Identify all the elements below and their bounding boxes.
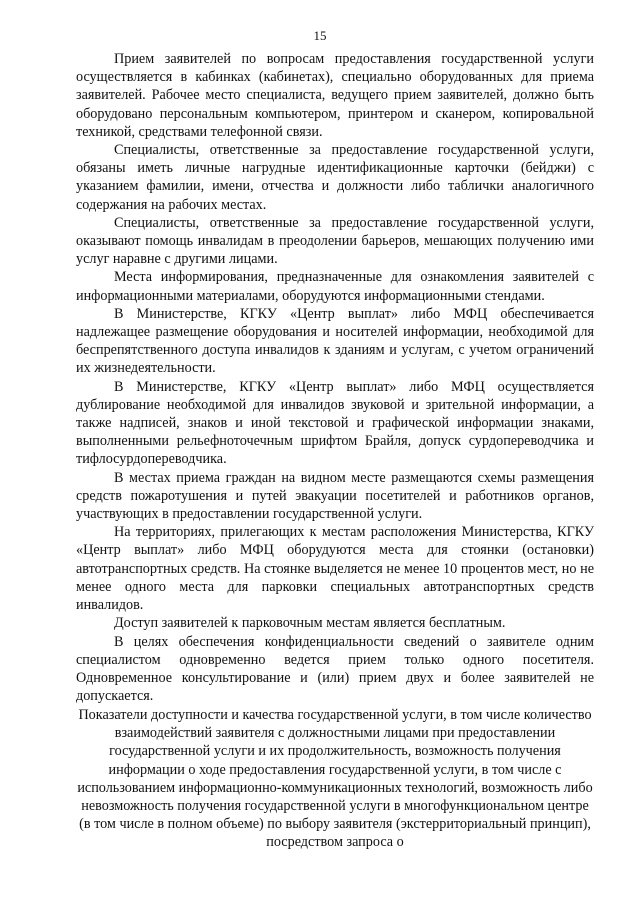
paragraph-reception-booths: Прием заявителей по вопросам предоставления государственной услуги осуществляется в кабинках (кабинетах), специально оборудованных для приема заявителей. Рабочее место специалиста, ведущего прием заявителей, должно быть оборудовано персональным компьютером, принтером и сканером, копировальной техникой, средствами телефонной связи. [76,51,594,140]
page-number: 15 [313,28,327,43]
section-heading: Показатели доступности и качества государственной услуги, в том числе количество взаимодействий заявителя с должностными лицами при предоставлении государственной услуги и их продолжительность, возможность получения информации о ходе предоставления государственной услуги, в том числе с использованием информационно-коммуникационных технологий, возможность либо невозможность получения государственной услуги в многофункциональном центре (в том числе в полном объеме) по выбору заявителя (экстерриториальный принцип), посредством запроса о [77,707,593,851]
document-body [76,50,594,705]
paragraph-disability-assistance: Специалисты, ответственные за предоставление государственной услуги, оказывают помощь инвалидам в преодолении барьеров, мешающих получению ими услуг наравне с другими лицами. [76,214,594,268]
paragraph-info-stands: Места информирования, предназначенные для ознакомления заявителей с информационными материалами, оборудуются информационными стендами. [76,269,594,304]
paragraph-equipment-placement: В Министерстве, КГКУ «Центр выплат» либо МФЦ обеспечивается надлежащее размещение оборудования и носителей информации, необходимой для беспрепятственного доступа инвалидов к зданиям и услугам, с учетом ограничений их жизнедеятельности. [76,305,594,377]
paragraph-parking-spaces: На территориях, прилегающих к местам расположения Министерства, КГКУ «Центр выплат» либо МФЦ оборудуются места для стоянки (остановки) автотранспортных средств. На стоянке выделяется не менее 10 процентов мест, но не менее одного места для парковки специальных автотранспортных средств инвалидов. [76,524,594,614]
paragraph-confidentiality: В целях обеспечения конфиденциальности сведений о заявителе одним специалистом одновременно ведется прием только одного посетителя. Одновременное консультирование и (или) прием двух и более заявителей не допускается. [76,633,594,705]
paragraph-free-parking: Доступ заявителей к парковочным местам является бесплатным. [114,615,506,632]
paragraph-braille-duplication: В Министерстве, КГКУ «Центр выплат» либо МФЦ осуществляется дублирование необходимой для инвалидов звуковой и зрительной информации, а также надписей, знаков и иной текстовой и графической информации знаками, выполненными рельефноточечным шрифтом Брайля, допуск сурдопереводчика и тифлосурдопереводчика. [76,378,594,468]
paragraph-staff-badges: Специалисты, ответственные за предоставление государственной услуги, обязаны иметь личные нагрудные идентификационные карточки (бейджи) с указанием фамилии, имени, отчества и должности либо таблички аналогичного содержания на рабочих местах. [76,142,594,213]
paragraph-evacuation-schemes: В местах приема граждан на видном месте размещаются схемы размещения средств пожаротушения и путей эвакуации посетителей и работников органов, участвующих в предоставлении государственной услуги. [76,469,594,523]
